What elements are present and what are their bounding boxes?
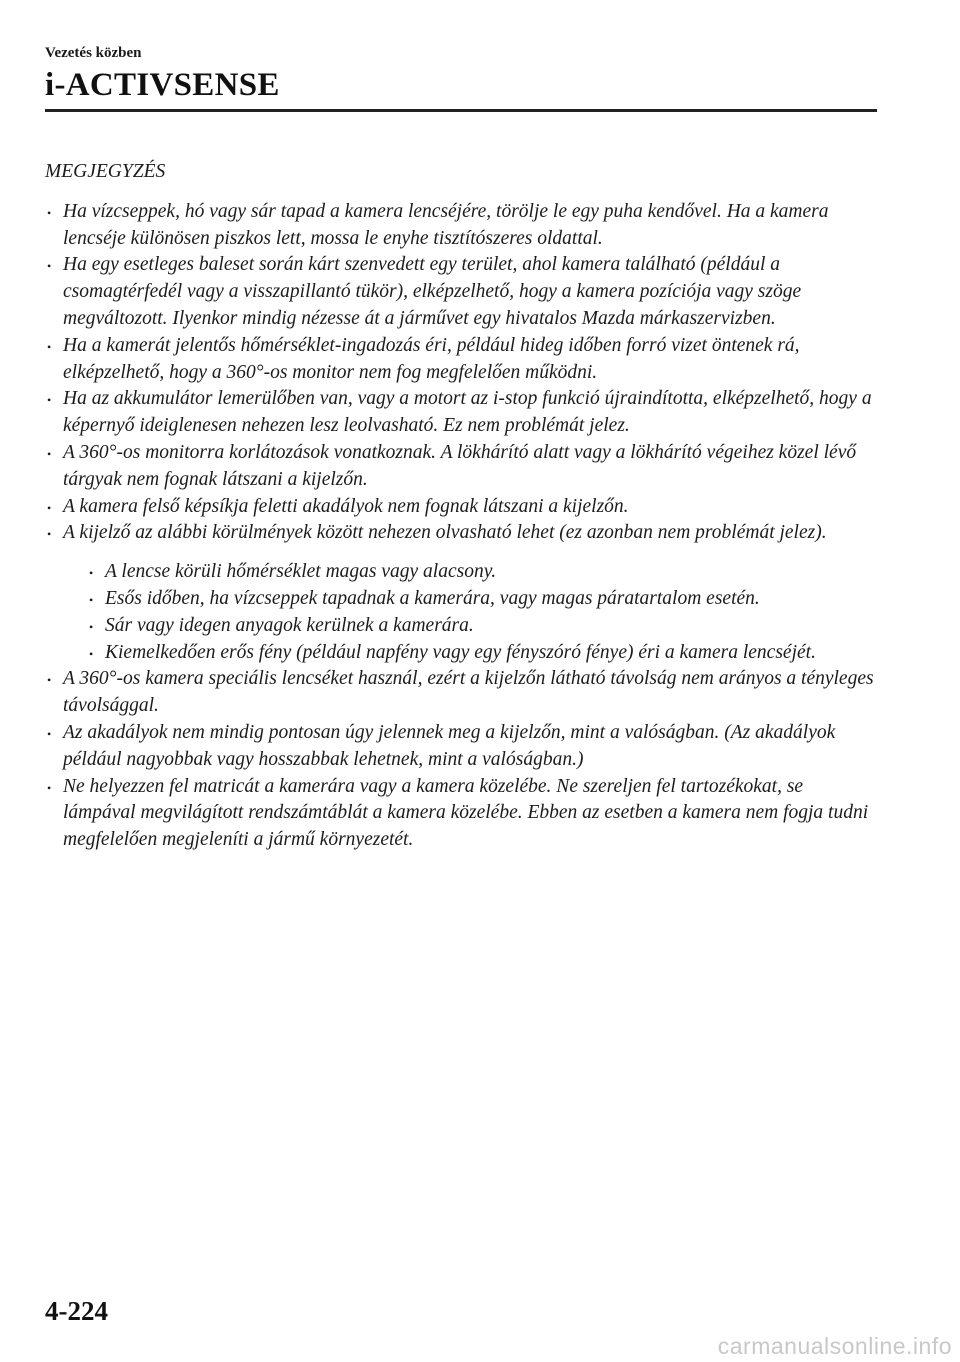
note-heading: MEGJEGYZÉS — [45, 161, 166, 182]
sub-list — [63, 559, 875, 666]
header-rule — [45, 109, 877, 112]
list-item: • A 360°-os kamera speciális lencséket használ, ezért a kijelzőn látható távolság nem arányos a tényleges távolsággal. — [45, 666, 875, 720]
list-item: • Ne helyezzen fel matricát a kamerára vagy a kamera közelébe. Ne szereljen fel tartozékokat, se lámpával megvilágított rendszámtáblát a kamera közelébe. Ebben az esetben a kamera nem fogja tudni megfelelően megjeleníti a jármű környezetét. — [45, 774, 875, 854]
sub-list-item: • Sár vagy idegen anyagok kerülnek a kamerára. — [63, 613, 875, 640]
sub-list-item: • A lencse körüli hőmérséklet magas vagy alacsony. — [63, 559, 875, 586]
section-label: Vezetés közben — [45, 45, 142, 61]
list-item: • Ha a kamerát jelentős hőmérséklet-ingadozás éri, például hideg időben forró vizet öntenek rá, elképzelhető, hogy a 360°-os monitor nem fog megfelelően működni. — [45, 333, 875, 387]
list-item — [45, 520, 875, 666]
list-item: • Ha az akkumulátor lemerülőben van, vagy a motort az i-stop funkció újraindította, elképzelhető, hogy a képernyő ideiglenesen nehezen lesz leolvasható. Ez nem problémát jelez. — [45, 386, 875, 440]
page-header — [45, 44, 877, 104]
list-item: • Ha egy esetleges baleset során kárt szenvedett egy terület, ahol kamera található (például a csomagtérfedél vagy a visszapillantó tükör), elképzelhető, hogy a kamera pozíciója vagy szöge megváltozott. Ilyenkor mindig nézesse át a járművet egy hivatalos Mazda márkaszervizben. — [45, 252, 875, 332]
list-item: • A 360°-os monitorra korlátozások vonatkoznak. A lökhárító alatt vagy a lökhárító végeihez közel lévő tárgyak nem fognak látszani a kijelzőn. — [45, 440, 875, 494]
page-number: 4-224 — [45, 1296, 108, 1326]
list-item: • Az akadályok nem mindig pontosan úgy jelennek meg a kijelzőn, mint a valóságban. (Az akadályok például nagyobbak vagy hosszabbak lehetnek, mint a valóságban.) — [45, 720, 875, 774]
list-item: • Ha vízcseppek, hó vagy sár tapad a kamera lencséjére, törölje le egy puha kendővel. Ha a kamera lencséje különösen piszkos lett, mossa le enyhe tisztítószeres oldattal. — [45, 199, 875, 253]
list-item: • A kamera felső képsíkja feletti akadályok nem fognak látszani a kijelzőn. — [45, 494, 875, 521]
note-block — [45, 159, 875, 854]
note-list — [45, 199, 875, 854]
chapter-title: i-ACTIVSENSE — [45, 67, 280, 103]
sub-list-item: • Kiemelkedően erős fény (például napfény vagy egy fényszóró fénye) éri a kamera lencséjét. — [63, 640, 875, 667]
sub-list-item: • Esős időben, ha vízcseppek tapadnak a kamerára, vagy magas páratartalom esetén. — [63, 586, 875, 613]
watermark: carmanualsonline.info — [717, 1333, 952, 1359]
list-item-text: A kijelző az alábbi körülmények között nehezen olvasható lehet (ez azonban nem problémát jelez). — [63, 522, 827, 544]
